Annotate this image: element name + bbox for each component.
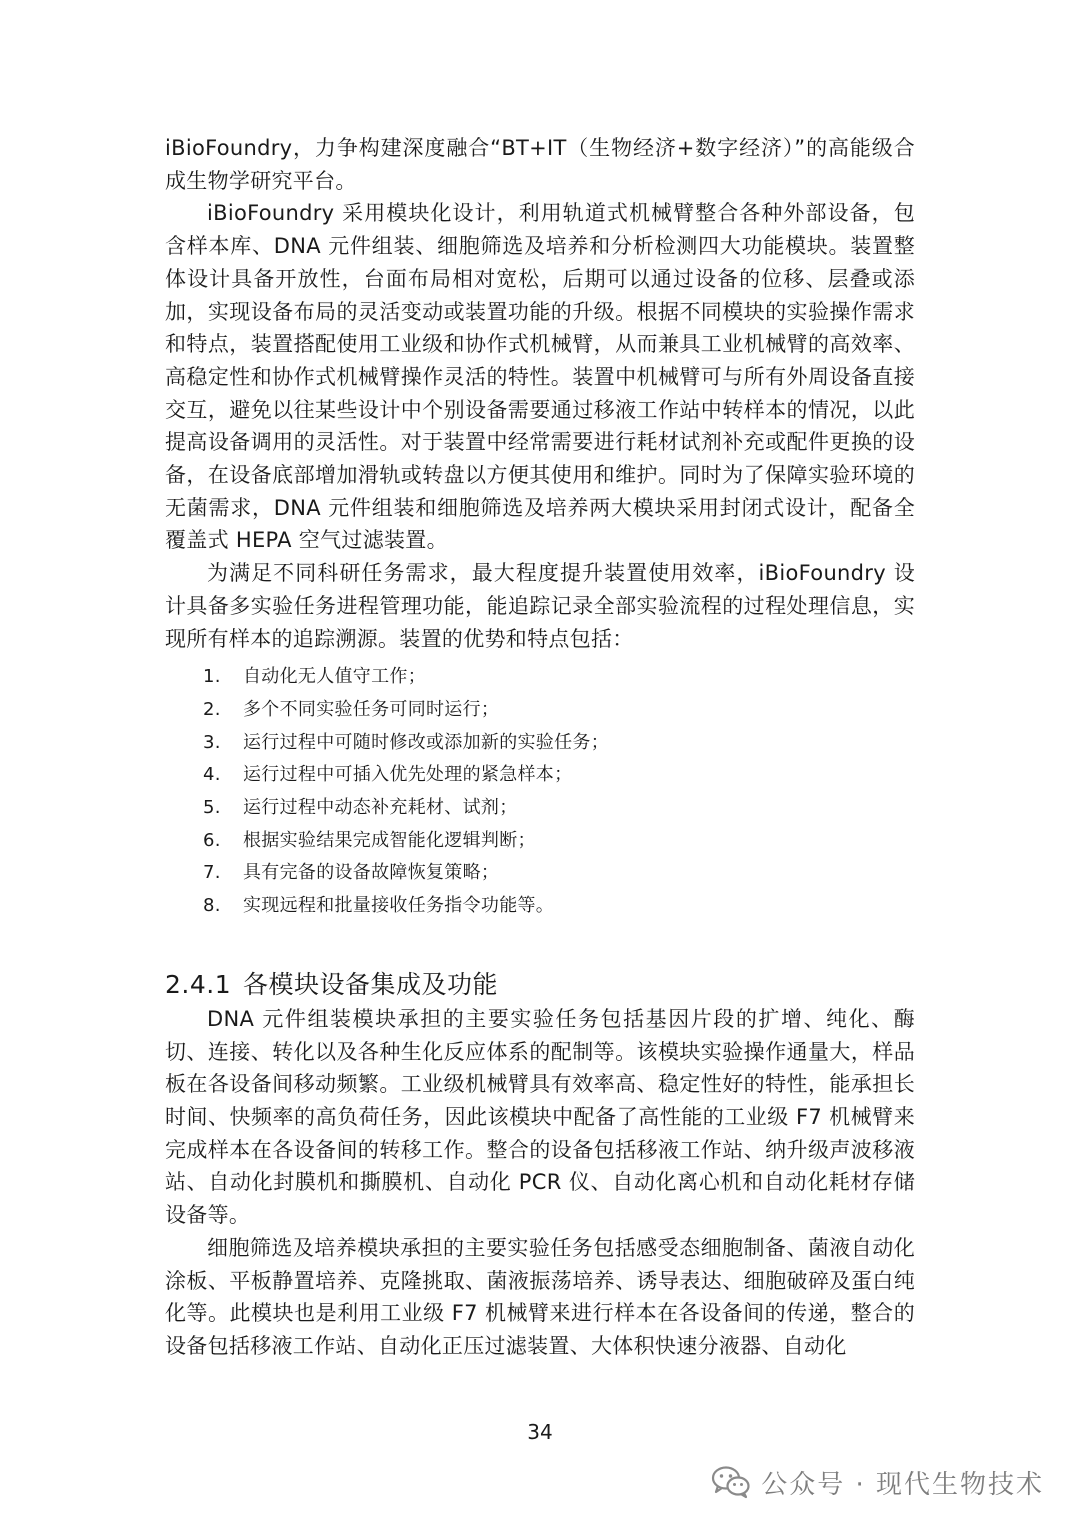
watermark — [711, 1462, 1044, 1502]
list-item-number: 4. — [203, 764, 221, 786]
page-content — [165, 132, 915, 1363]
list-item-number: 8. — [203, 895, 221, 917]
list-item — [165, 727, 915, 760]
list-item-number: 2. — [203, 698, 221, 720]
watermark-text: 公众号 · 现代生物技术 — [761, 1469, 1044, 1500]
list-item-text: 具有完备的设备故障恢复策略； — [243, 862, 500, 884]
list-item — [165, 661, 915, 694]
section-heading — [165, 967, 915, 1003]
paragraph-intro: iBioFoundry，力争构建深度融合“BT+IT（生物经济+数字经济）”的高能级合成生物学研究平台。 — [165, 136, 915, 193]
section-title: 各模块设备集成及功能 — [243, 969, 499, 999]
list-item — [165, 890, 915, 923]
list-item-text: 多个不同实验任务可同时运行； — [243, 698, 500, 720]
list-item-text: 实现远程和批量接收任务指令功能等。 — [243, 895, 555, 917]
feature-list — [165, 661, 915, 923]
list-item-number: 7. — [203, 862, 221, 884]
list-item-number: 3. — [203, 731, 221, 753]
paragraph-design: iBioFoundry 采用模块化设计，利用轨道式机械臂整合各种外部设备，包含样本库、DNA 元件组装、细胞筛选及培养和分析检测四大功能模块。装置整体设计具备开放性，台面布局相对宽松，后期可以通过设备的位移、层叠或添加，实现设备布局的灵活变动或装置功能的升级。根据不同模块的实验操作需求和特点，装置搭配使用工业级和协作式机械臂，从而兼具工业机械臂的高效率、高稳定性和协作式机械臂操作灵活的特性。装置中机械臂可与所有外周设备直接交互，避免以往某些设计中个别设备需要通过移液工作站中转样本的情况，以此提高设备调用的灵活性。对于装置中经常需要进行耗材试剂补充或配件更换的设备，在设备底部增加滑轨或转盘以方便其使用和维护。同时为了保障实验环境的无菌需求，DNA 元件组装和细胞筛选及培养两大模块采用封闭式设计，配备全覆盖式 HEPA 空气过滤装置。 — [165, 201, 915, 553]
paragraph-management: 为满足不同科研任务需求，最大程度提升装置使用效率，iBioFoundry 设计具备多实验任务进程管理功能，能追踪记录全部实验流程的过程处理信息，实现所有样本的追踪溯源。装置的优势和特点包括： — [165, 561, 915, 651]
paragraph-dna-module: DNA 元件组装模块承担的主要实验任务包括基因片段的扩增、纯化、酶切、连接、转化以及各种生化反应体系的配制等。该模块实验操作通量大，样品板在各设备间移动频繁。工业级机械臂具有效率高、稳定性好的特性，能承担长时间、快频率的高负荷任务，因此该模块中配备了高性能的工业级 F7 机械臂来完成样本在各设备间的转移工作。整合的设备包括移液工作站、纳升级声波移液站、自动化封膜机和撕膜机、自动化 PCR 仪、自动化离心机和自动化耗材存储设备等。 — [165, 1006, 915, 1228]
paragraph-cell-module: 细胞筛选及培养模块承担的主要实验任务包括感受态细胞制备、菌液自动化涂板、平板静置培养、克隆挑取、菌液振荡培养、诱导表达、细胞破碎及蛋白纯化等。此模块也是利用工业级 F7 机械臂来进行样本在各设备间的传递，整合的设备包括移液工作站、自动化正压过滤装置、大体积快速分液器、自动化 — [165, 1235, 915, 1358]
list-item-text: 运行过程中动态补充耗材、试剂； — [243, 797, 518, 819]
list-item-number: 1. — [203, 666, 221, 688]
list-item — [165, 792, 915, 825]
list-item-text: 根据实验结果完成智能化逻辑判断； — [243, 829, 536, 851]
wechat-icon — [711, 1465, 751, 1499]
list-item — [165, 759, 915, 792]
list-item — [165, 694, 915, 727]
page-number: 34 — [527, 1420, 553, 1444]
list-item-number: 5. — [203, 797, 221, 819]
list-item-number: 6. — [203, 829, 221, 851]
list-item — [165, 857, 915, 890]
section-number: 2.4.1 — [165, 969, 232, 999]
list-item-text: 运行过程中可插入优先处理的紧急样本； — [243, 764, 573, 786]
list-item-text: 自动化无人值守工作； — [243, 666, 426, 688]
list-item-text: 运行过程中可随时修改或添加新的实验任务； — [243, 731, 609, 753]
list-item — [165, 825, 915, 858]
